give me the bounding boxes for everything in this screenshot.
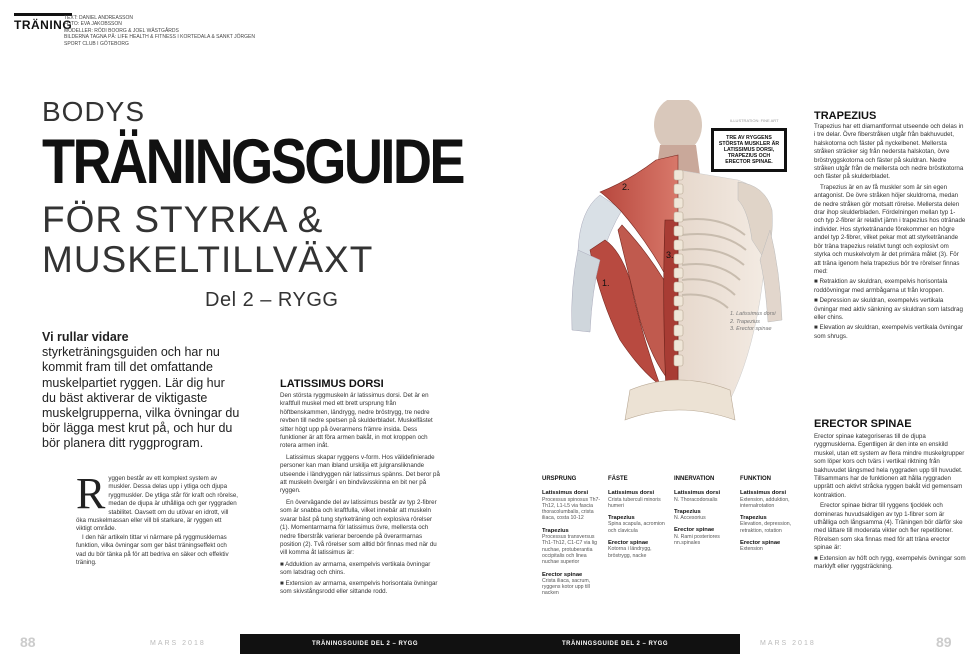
- illustration-credit: ILLUSTRATION: FINE ART: [730, 118, 779, 123]
- erector-p1: Erector spinae kategoriseras till de djupa ryggmusklerna. Egentligen är den inte en enskild muskel, utan ett system av flera mindre muskelgrupper som löper kors och tvärs i vertikal riktning från bakhuvudet längsmed hela ryggraden upp till huvudet. Tillsammans har de funktionen att hålla ryggraden upprätt och aktivt stråcka ryggen bakåt vid gemensam kontraktion.: [814, 433, 965, 499]
- cell-value: N. Rami posteriores nn.spinales: [674, 533, 720, 547]
- section-tag: TRÄNING: [14, 13, 72, 32]
- table-col-ursprung: [542, 476, 604, 603]
- legend-item-2: 2. Trapezius: [730, 318, 760, 325]
- latissimus-p1: Den största ryggmuskeln är latissimus dorsi. Det är en kraftfull muskel med ett brett ursprung från höftbenskammen, ländrygg, nedre bröstrygg, tre nedre revben till nedre spetsen på skulderbladet. Muskelfästet sitter högt upp på överarmens främre insida. Dess funktioner är att föra armen bakåt, in mot kroppen och rotera armen inåt.: [280, 392, 433, 450]
- label-3: 3.: [666, 250, 674, 260]
- trapezius-bullet-3-text: Elevation av skuldran, exempelvis vertikala övningar som shrugs.: [814, 324, 963, 340]
- credit-photo: FOTO: EVA JAKOBSSON: [64, 21, 122, 28]
- table-header-faste: FÄSTE: [608, 476, 628, 482]
- row-name: Trapezius: [542, 527, 569, 534]
- cell-value: Spina scapula, acromion och clavicula: [608, 521, 665, 534]
- row-name: Erector spinae: [542, 571, 583, 578]
- cell-value: Processus transversus Th1-Th12, C1-C7 via lig nuchae, protuberantia occipitalis och linea nuchae superior: [542, 534, 598, 566]
- erector-p2: Erector spinae bidrar till ryggens tjocklek och domineras huvudsakligen av typ 1-fibrer som är uthålliga och långsamma (4). Träningen bör därför ske med lättare till moderata vikter och fler repetitioner. Rörelsen som ska finnas med för att träna erector spinae är:: [814, 502, 963, 552]
- ingress-text: styrketräningsguiden och har nu kommit fram till det omfattande muskelpartiet ryggen. Lär dig hur du bäst aktiverar de viktigaste muskelgrupperna, vilka övningar du bör lägga mest krut på, och hur du bör planera ditt ryggprogram.: [42, 345, 240, 451]
- cell-value: Processus spinosus Th7-Th12, L1-L5 via fascia thoracolumbalis, crista iliaca, costa 10-12: [542, 496, 601, 522]
- latissimus-bullet-1-text: Adduktion av armarna, exempelvis vertikala övningar som latsdrag och chins.: [280, 560, 431, 577]
- latissimus-p2: Latissimus skapar ryggens v-form. Hos välidefinierade personer kan man ibland urskilja ett julgransliknande utseende i ländryggen när latissimus spänns. Det beror på att muskeln övergår i en bindvävsskinna en bit ner på ryggen.: [280, 453, 440, 495]
- table-header-funktion: FUNKTION: [740, 476, 771, 482]
- table-cell: [674, 490, 736, 503]
- intro-body: [76, 469, 238, 567]
- row-name: Erector spinae: [674, 527, 715, 534]
- table-col-funktion: [740, 476, 802, 559]
- title-sub-line2: MUSKELTILLVÄXT: [42, 239, 374, 280]
- table-cell: [542, 528, 604, 566]
- page-number-left: 88: [20, 634, 36, 650]
- trapezius-title: TRAPEZIUS: [814, 110, 877, 122]
- table-cell: [542, 490, 604, 521]
- title-sub: [42, 200, 373, 280]
- row-name: Erector spinae: [740, 540, 781, 547]
- table-cell: [608, 490, 670, 509]
- dropcap: R: [76, 469, 106, 518]
- row-name: Erector spinae: [608, 540, 649, 547]
- erector-title: ERECTOR SPINAE: [814, 418, 912, 430]
- latissimus-title: LATISSIMUS DORSI: [280, 378, 384, 390]
- row-name: Latissimus dorsi: [740, 490, 787, 497]
- cell-value: Kotorna i ländrygg, bröstrygg, nacke: [608, 546, 652, 559]
- footer-label-left: TRÄNINGSGUIDE DEL 2 – RYGG: [240, 634, 490, 654]
- table-cell: [740, 490, 802, 509]
- illustration-legend: [730, 311, 776, 334]
- cell-value: Extension: [740, 546, 763, 553]
- table-header-innervation: INNERVATION: [674, 476, 715, 482]
- title-sub-line1: FÖR STYRKA &: [42, 199, 324, 240]
- table-cell: [674, 527, 736, 546]
- credit-location: BILDERNA TAGNA PÅ: LIFE HEALTH & FITNESS I KORTEDALA & SANKT JÖRGEN SPORT CLUB I GÖTEBORG: [64, 34, 255, 47]
- footer-date-right: MARS 2018: [760, 640, 816, 647]
- credits: [64, 15, 264, 47]
- pelvis: [625, 380, 735, 420]
- title-main: TRÄNINGSGUIDE: [42, 127, 463, 197]
- row-name: Trapezius: [674, 508, 701, 515]
- label-2: 2.: [622, 182, 630, 192]
- credit-text: TEXT: DANIEL ANDREASSON: [64, 15, 133, 21]
- intro-p2: I den här artikeln tittar vi närmare på ryggmusklernas funktion, vilka övningar som ger bäst träningseffekt och vad du bör tänka på för att bedriva en säker och effektiv träning.: [76, 533, 229, 567]
- footer-date-left: MARS 2018: [150, 640, 206, 647]
- page-number-right: 89: [936, 634, 952, 650]
- table-col-innervation: [674, 476, 736, 552]
- legend-item-3: 3. Erector spinae: [730, 326, 772, 333]
- cell-value: Crista iliaca, sacrum, ryggens kotor upp till nacken: [542, 577, 591, 597]
- cell-value: Elevation, depression, retraktion, rotation: [740, 521, 792, 534]
- intro-p1: yggen består av ett komplext system av muskler. Dessa delas upp i ytliga och djupa ryggmuskler. De ytliga står för kraft och rörelse, medan de djupa är uthålliga och ger ryggraden stabilitet. Oavsett om du utövar en idrott, vill öka muskelmassan eller vill bli starkare, är ryggen ett viktigt område.: [76, 475, 238, 533]
- arm-left: [572, 250, 600, 332]
- trapezius-body: [814, 123, 966, 341]
- latissimus-bullet-2-text: Extension av armarna, exempelvis horisontala övningar som skivstångsrodd eller sittande rodd.: [280, 579, 438, 595]
- trapezius-p2: Trapezius är en av få muskler som är sin egen antagonist. De övre stråken höjer skuldrorna, medan de nedre stråken gör motsatt rörelse. Mellersta delen drar ihop skulderbladen. Fördelningen mellan typ 1- och typ 2-fibrer är relativt jämn i trapezius hos otränade individer. Hos styrketränande förekommer en högre andel typ 2-fibrer, vilket pekar mot att styrketränande bör träna trapezius relativt tungt och explosivt om styrka och muskelvolym är det primära målet (3). För att träna igenom hela trapezius bör tre rörelser finnas med:: [814, 183, 966, 275]
- latissimus-bullet-1: ■ Adduktion av armarna, exempelvis vertikala övningar som latsdrag och chins.: [280, 560, 431, 577]
- table-cell: [674, 509, 736, 522]
- title-part: Del 2 – RYGG: [205, 289, 339, 311]
- credit-models: MODELLER: RÖDI BOORG & JOEL WÄSTGÅRDS: [64, 27, 179, 34]
- title-bodys: BODYS: [42, 96, 146, 127]
- table-cell: [542, 572, 604, 597]
- table-cell: [608, 540, 670, 559]
- ingress: [42, 330, 242, 452]
- trapezius-bullet-1-text: Retraktion av skuldran, exempelvis horisontala roddövningar med armbågarna ut från kroppen.: [814, 278, 948, 294]
- footer-label-right: TRÄNINGSGUIDE DEL 2 – RYGG: [490, 634, 740, 654]
- table-cell: [740, 515, 802, 534]
- table-header-ursprung: URSPRUNG: [542, 476, 577, 482]
- footer-left: [0, 632, 490, 656]
- ingress-lead: Vi rullar vidare: [42, 330, 129, 344]
- cell-value: N. Accesorius: [674, 515, 706, 522]
- trapezius-bullet-2-text: Depression av skuldran, exempelvis vertikala övningar med aktiv sänkning av skuldran som latsdrag eller chins.: [814, 297, 963, 321]
- erector-bullet-1-text: Extension av höft och rygg, exempelvis övningar som marklyft eller ryggsträckning.: [814, 554, 966, 571]
- trapezius-bullet-1: ■ Retraktion av skuldran, exempelvis horisontala roddövningar med armbågarna ut från kroppen.: [814, 278, 948, 294]
- erector-body: [814, 433, 966, 572]
- trapezius-p1: Trapezius har ett diamantformat utseende och delas in i tre delar. Övre fiberstråken utgår från bakhuvudet, halskotorna och fäster på nyckelbenet. Mellersta stråken sträcker sig från nedersta halskotan, övre bröstryggskotorna och fäster på skuldran. Nedre stråken utgår från de mellersta och nedre bröstkotorna och fäster på skulderbladet.: [814, 123, 964, 181]
- trapezius-bullet-2: ■ Depression av skuldran, exempelvis vertikala övningar med aktiv sänkning av skuldran som latsdrag eller chins.: [814, 297, 963, 321]
- table-col-faste: [608, 476, 670, 565]
- row-name: Trapezius: [740, 515, 767, 522]
- trapezius-bullet-3: ■ Elevation av skuldran, exempelvis vertikala övningar som shrugs.: [814, 324, 963, 340]
- table-cell: [608, 515, 670, 534]
- latissimus-body: [280, 392, 440, 596]
- row-name: Latissimus dorsi: [608, 490, 655, 497]
- latissimus-p3: En övervägande del av latissimus består av typ 2-fibrer som är snabba och kraftfulla, vilket innebär att muskeln svarar bäst på tung styrketräning och explosiva rörelser (1). Momentarmarna för latissimus övre, mellersta och nedre fiberstråk varierar beroende på överarmarnas position (2). Två rörelser som alltid bör finnas med när du vill komma åt latissimus är:: [280, 498, 437, 557]
- latissimus-bullet-2: ■ Extension av armarna, exempelvis horisontala övningar som skivstångsrodd eller sittande rodd.: [280, 579, 438, 595]
- cell-value: N. Thoracodorsalis: [674, 496, 718, 503]
- cell-value: Crista tuberculi minoris humeri: [608, 496, 661, 509]
- label-1: 1.: [602, 278, 610, 288]
- row-name: Latissimus dorsi: [542, 490, 589, 497]
- illustration-callout: TRE AV RYGGENS STÖRSTA MUSKLER ÄR LATISSIMUS DORSI, TRAPEZIUS OCH ERECTOR SPINAE.: [711, 128, 787, 172]
- table-cell: [740, 540, 802, 553]
- row-name: Trapezius: [608, 515, 635, 522]
- erector-bullet-1: ■ Extension av höft och rygg, exempelvis övningar som marklyft eller ryggsträckning.: [814, 554, 966, 571]
- row-name: Latissimus dorsi: [674, 490, 721, 497]
- footer-right: [490, 632, 980, 656]
- legend-item-1: 1. Latissimus dorsi: [730, 311, 776, 317]
- cell-value: Extension, adduktion, internalrotation: [740, 496, 790, 509]
